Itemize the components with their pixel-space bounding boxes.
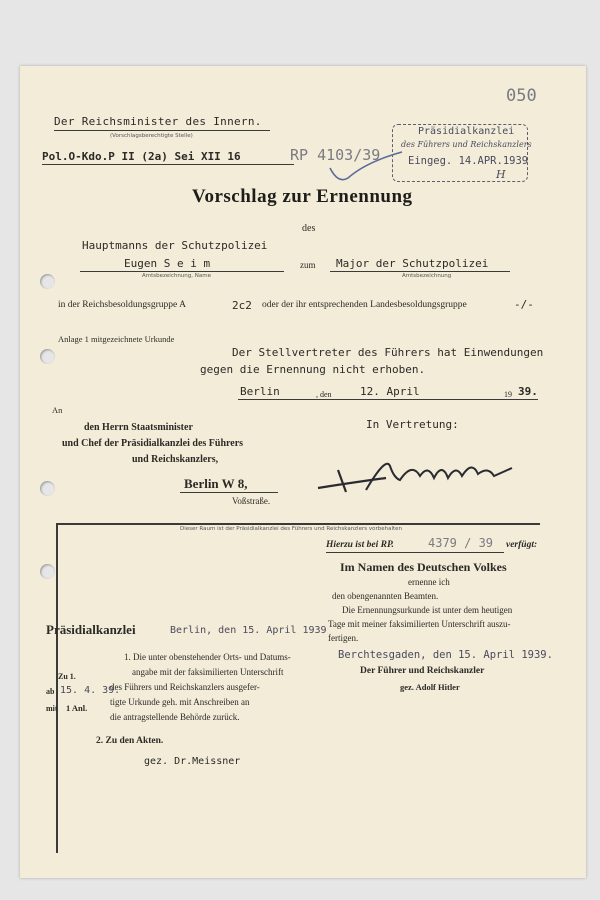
divider <box>330 271 510 272</box>
chancellery-signed: gez. Dr.Meissner <box>144 756 241 767</box>
appointment-line-3: den obengenannten Beamten. <box>332 591 439 601</box>
address-street: Voßstraße. <box>232 496 271 506</box>
verfuegt-label: verfügt: <box>506 540 538 550</box>
document-page <box>20 66 586 878</box>
pay-group-end: -/- <box>514 298 534 311</box>
an-label: An <box>52 405 63 415</box>
ministry-subtitle: (Vorschlagsberechtigte Stelle) <box>110 133 193 139</box>
item2: 2. Zu den Akten. <box>96 736 164 746</box>
stamp-line-1: Präsidialkanzlei <box>418 126 515 137</box>
item1-line-3: des Führers und Reichskanzlers ausgefer- <box>110 682 260 692</box>
remark-line-1: Der Stellvertreter des Führers hat Einwendungen <box>232 346 544 359</box>
pay-group-prefix: in der Reichsbesoldungsgruppe A <box>58 300 186 310</box>
new-rank-subtitle: Amtsbezeichnung <box>402 273 452 279</box>
appointment-heading: Im Namen des Deutschen Volkes <box>340 560 507 574</box>
address-city: Berlin W 8, <box>184 476 248 491</box>
reserved-note: Dieser Raum ist der Präsidialkanzlei des Führers und Reichskanzlers vorbehalten <box>180 526 403 532</box>
punch-hole <box>40 349 55 364</box>
page-number: 050 <box>506 86 537 106</box>
divider <box>80 271 284 272</box>
attachment-note: Anlage 1 mitgezeichnete Urkunde <box>58 334 175 344</box>
name-subtitle: Amtsbezeichnung, Name <box>142 273 211 279</box>
address-line-2: und Chef der Präsidialkanzlei des Führers <box>62 438 244 449</box>
appointment-line-6: fertigen. <box>328 633 359 643</box>
appointment-line-4: Die Ernennungsurkunde ist unter dem heutigen <box>342 605 513 615</box>
current-rank: Hauptmanns der Schutzpolizei <box>82 239 268 252</box>
document-title: Vorschlag zur Ernennung <box>192 186 413 207</box>
appointment-signer-name: gez. Adolf Hitler <box>400 682 460 692</box>
address-line-1: den Herrn Staatsminister <box>84 422 193 433</box>
himmler-signature <box>316 452 516 502</box>
punch-hole <box>40 564 55 579</box>
margin-mit: mit <box>46 704 58 713</box>
section-divider-vertical <box>56 523 58 853</box>
remark-line-2: gegen die Ernennung nicht erhoben. <box>200 363 426 376</box>
place: Berlin <box>240 385 280 398</box>
punch-hole <box>40 274 55 289</box>
zum-label: zum <box>300 260 316 270</box>
appointment-place-date: Berchtesgaden, den 15. April 1939. <box>338 649 553 661</box>
letter-year: 39. <box>518 385 538 398</box>
new-rank: Major der Schutzpolizei <box>336 257 489 270</box>
margin-date: 15. 4. 39. <box>60 685 121 696</box>
chancellery-place-date: Berlin, den 15. April 1939 <box>170 625 327 636</box>
divider <box>180 492 278 493</box>
appointment-line-5: Tage mit meiner faksimilierten Unterschrift auszu- <box>328 619 511 629</box>
address-line-3: und Reichskanzlers, <box>132 454 219 465</box>
des-label: des <box>302 223 316 234</box>
signature-label: In Vertretung: <box>366 418 459 431</box>
stamp-line-2: des Führers und Reichskanzlers <box>401 140 532 149</box>
punch-hole <box>40 481 55 496</box>
pencil-check-icon <box>326 148 406 188</box>
chancellery-heading: Präsidialkanzlei <box>46 622 136 637</box>
officer-name: Eugen S e i m <box>124 257 211 270</box>
year-prefix: 19 <box>504 390 512 399</box>
margin-ab: ab <box>46 687 55 696</box>
divider <box>42 164 294 165</box>
rp-number: RP 4103/39 <box>290 146 381 164</box>
pay-group-value: 2c2 <box>232 299 252 312</box>
margin-attachment: 1 Anl. <box>66 703 88 713</box>
appointment-line-2: ernenne ich <box>408 577 450 587</box>
section-divider <box>56 523 540 525</box>
reference-number: Pol.O-Kdo.P II (2a) Sei XII 16 <box>42 150 241 163</box>
item1-line-4: tigte Urkunde geh. mit Anschreiben an <box>110 697 250 707</box>
margin-zu: Zu 1. <box>58 672 76 681</box>
item1-line-2: angabe mit der faksimilierten Unterschrift <box>132 667 284 677</box>
appointment-signer: Der Führer und Reichskanzler <box>360 666 485 676</box>
ministry-name: Der Reichsminister des Innern. <box>54 115 262 128</box>
letter-date: 12. April <box>360 385 420 398</box>
hierzu-label: Hierzu ist bei RP. <box>326 540 394 550</box>
pay-group-suffix: oder der ihr entsprechenden Landesbesoldungsgruppe <box>262 300 467 310</box>
divider <box>238 399 538 400</box>
stamp-initials: H <box>496 168 506 181</box>
den-label: , den <box>316 390 332 399</box>
item1-line-1: 1. Die unter obenstehender Orts- und Datums- <box>124 652 291 662</box>
reserved-number: 4379 / 39 <box>428 536 494 550</box>
item1-line-5: die antragstellende Behörde zurück. <box>110 712 240 722</box>
stamp-received-date: Eingeg. 14.APR.1939 <box>408 155 529 167</box>
divider <box>54 130 270 131</box>
divider <box>326 552 504 553</box>
